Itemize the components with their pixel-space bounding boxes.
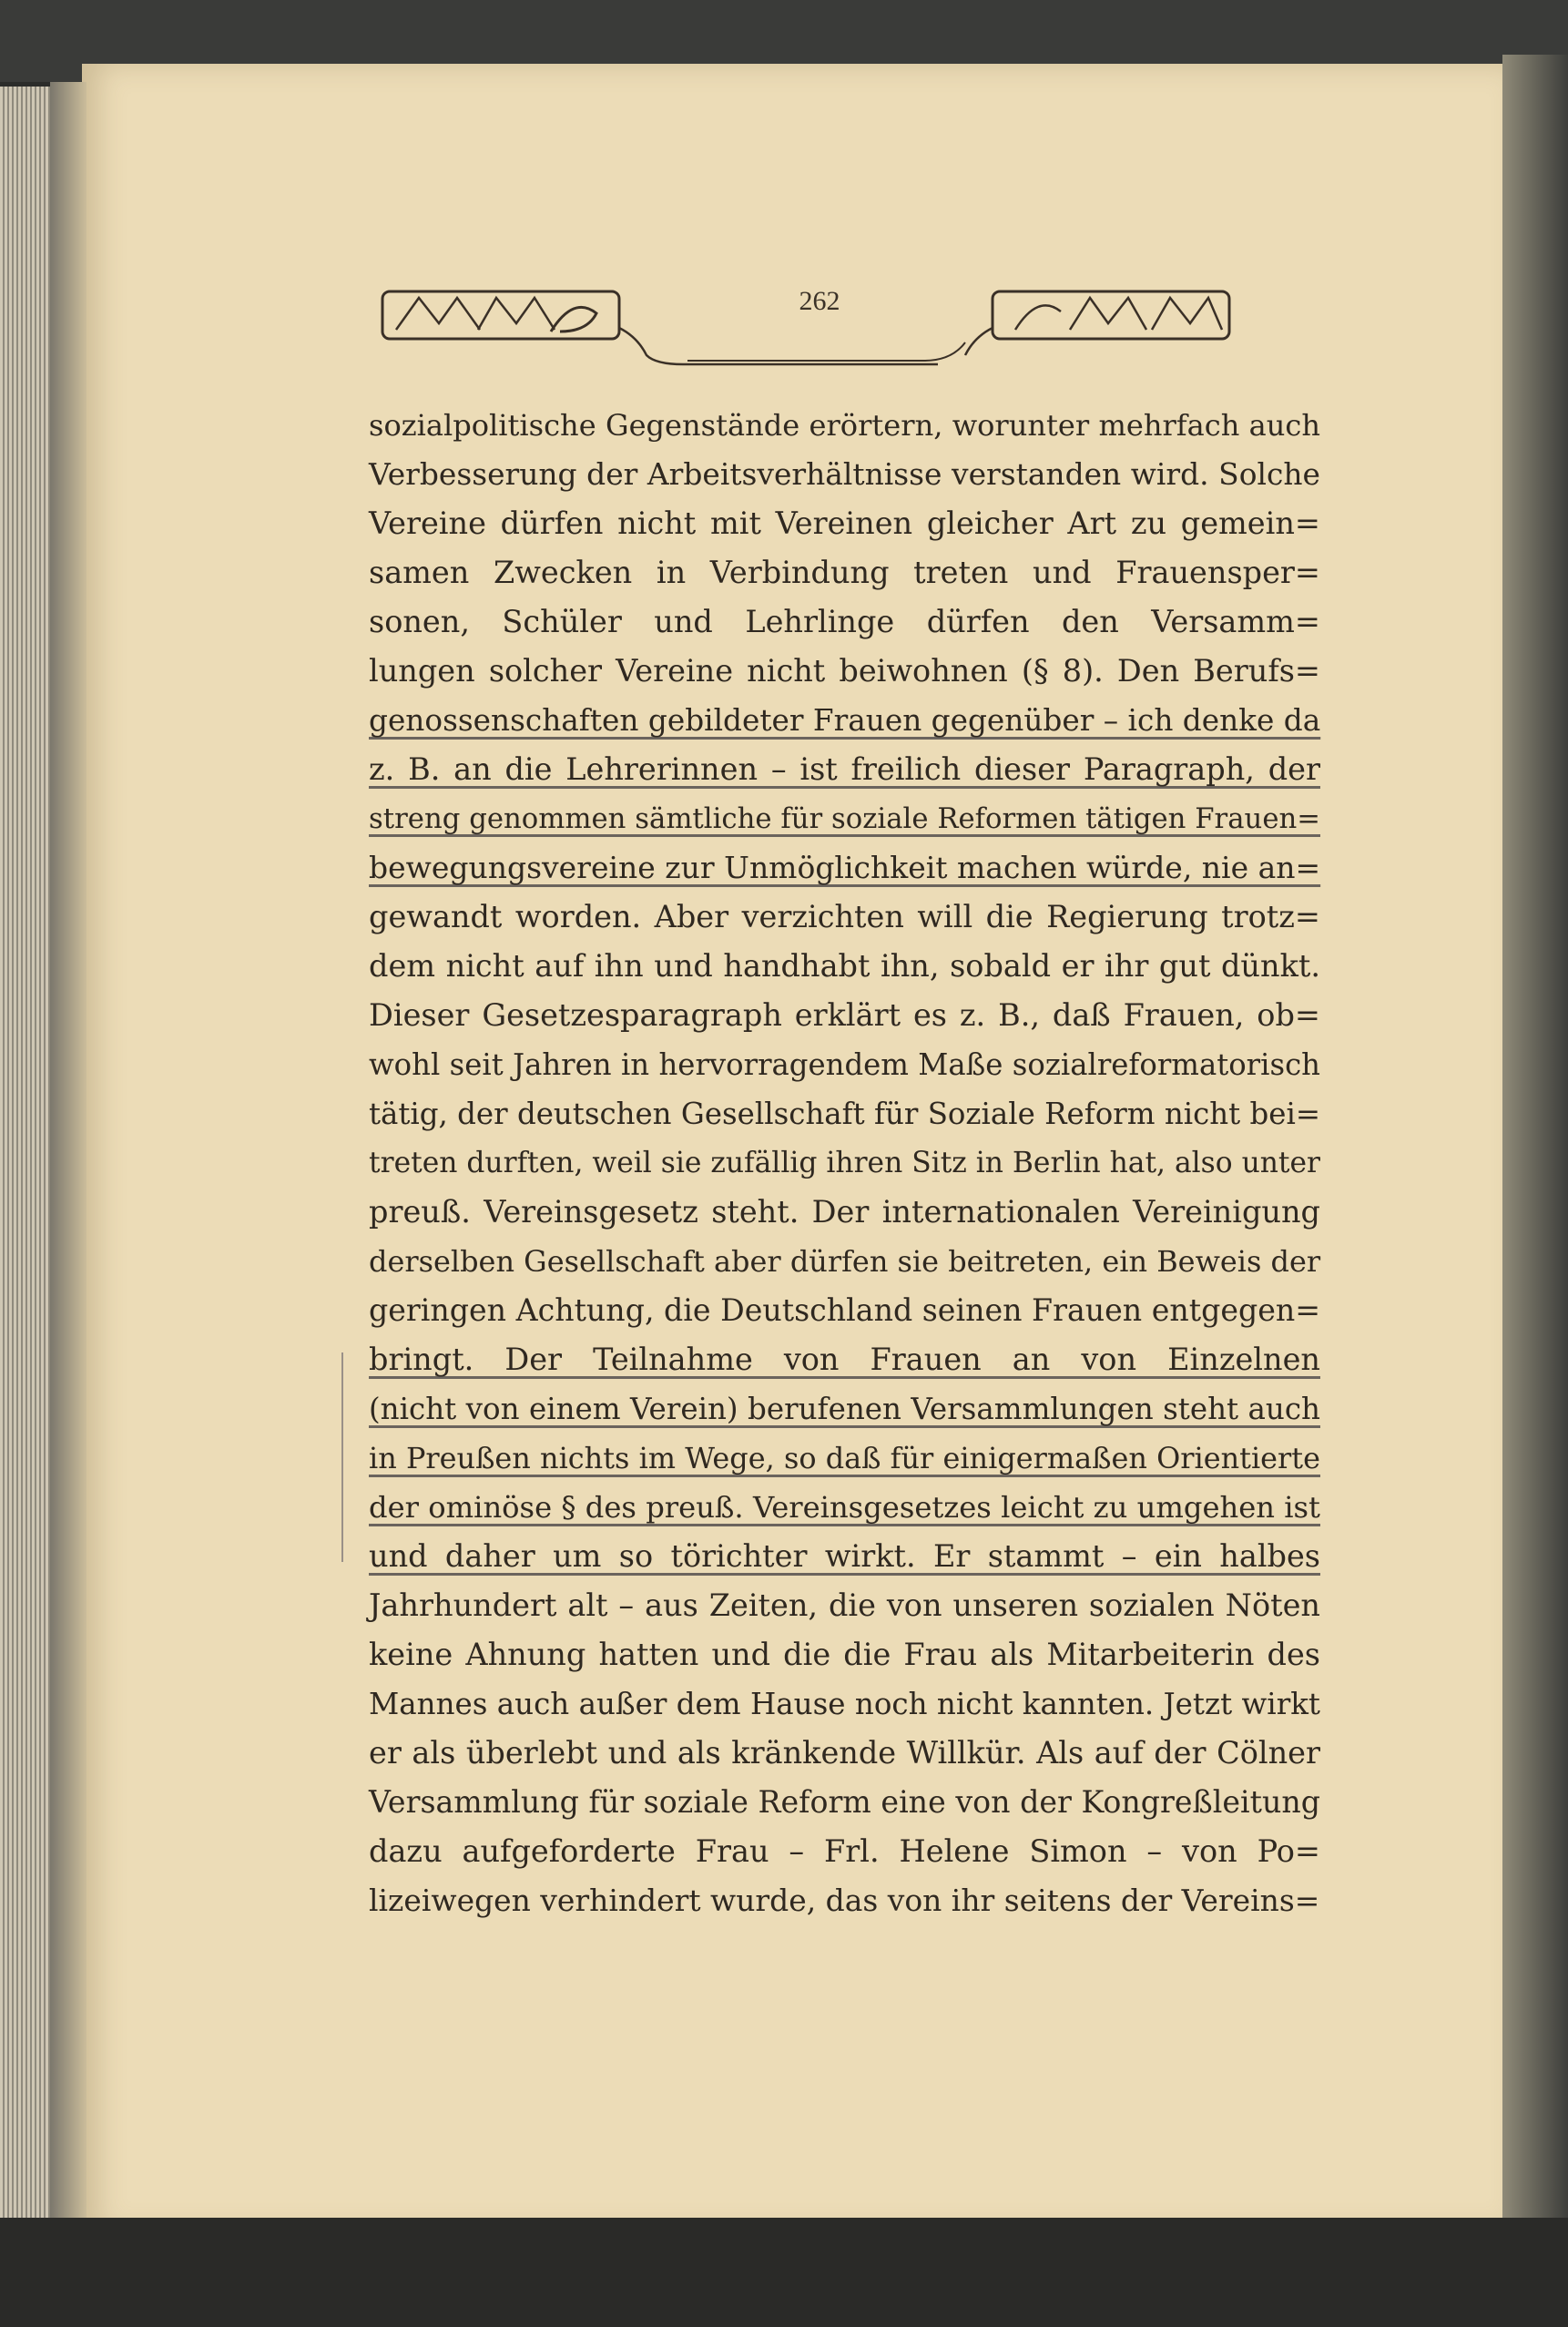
page-number: 262 — [799, 286, 840, 316]
text-line: Jahrhundert alt – aus Zeiten, die von unseren sozialen Nöten — [369, 1587, 1320, 1623]
text-line: gewandt worden. Aber verzichten will die Regierung trotz= — [369, 899, 1320, 934]
text-line: lungen solcher Vereine nicht beiwohnen (§ 8). Den Berufs= — [369, 653, 1320, 689]
book-cover-right — [1502, 55, 1568, 2240]
text-line: sozialpolitische Gegenstände erörtern, worunter mehrfach auch — [369, 408, 1320, 443]
text-line: Mannes auch außer dem Hause noch nicht kannten. Jetzt wirkt — [369, 1687, 1320, 1721]
page-gutter — [50, 82, 87, 2222]
text-line: preuß. Vereinsgesetz steht. Der internationalen Vereinigung — [369, 1194, 1320, 1230]
text-line: streng genommen sämtliche für soziale Reformen tätigen Frauen= — [369, 802, 1320, 835]
text-line: bringt. Der Teilnahme von Frauen an von Einzelnen — [369, 1342, 1320, 1377]
text-line: der ominöse § des preuß. Vereinsgesetzes leicht zu umgehen ist — [369, 1490, 1320, 1525]
text-line: sonen, Schüler und Lehrlinge dürfen den Versamm= — [369, 604, 1320, 639]
text-line: Versammlung für soziale Reform eine von der Kongreßleitung — [369, 1784, 1320, 1820]
text-line: Vereine dürfen nicht mit Vereinen gleicher Art zu gemein= — [369, 505, 1320, 541]
text-line: dazu aufgeforderte Frau – Frl. Helene Simon – von Po= — [369, 1833, 1320, 1869]
text-line: wohl seit Jahren in hervorragendem Maße sozialreformatorisch — [369, 1047, 1320, 1082]
text-line: geringen Achtung, die Deutschland seinen Frauen entgegen= — [369, 1292, 1321, 1328]
text-line: samen Zwecken in Verbindung treten und Frauensper= — [369, 555, 1320, 590]
text-line: bewegungsvereine zur Unmöglichkeit machen würde, nie an= — [369, 850, 1321, 885]
text-line: dem nicht auf ihn und handhabt ihn, sobald er ihr gut dünkt. — [369, 948, 1320, 984]
text-line: treten durften, weil sie zufällig ihren Sitz in Berlin hat, also unter — [369, 1147, 1321, 1179]
text-line: in Preußen nichts im Wege, so daß für einigermaßen Orientierte — [369, 1441, 1320, 1475]
text-line: derselben Gesellschaft aber dürfen sie beitreten, ein Beweis der — [369, 1244, 1321, 1279]
text-line: tätig, der deutschen Gesellschaft für Soziale Reform nicht bei= — [369, 1097, 1320, 1131]
text-line: und daher um so törichter wirkt. Er stammt – ein halbes — [369, 1538, 1320, 1574]
page-edges — [0, 87, 56, 2218]
book-cover-bottom — [0, 2218, 1568, 2327]
text-line: (nicht von einem Verein) berufenen Versammlungen steht auch — [369, 1392, 1320, 1426]
text-line: z. B. an die Lehrerinnen – ist freilich dieser Paragraph, der — [369, 751, 1320, 787]
text-line: Verbesserung der Arbeitsverhältnisse verstanden wird. Solche — [369, 456, 1320, 492]
body-text — [369, 401, 1320, 1925]
margin-mark — [341, 1352, 343, 1562]
text-line: er als überlebt und als kränkende Willkür. Als auf der Cölner — [369, 1735, 1320, 1771]
text-line: Dieser Gesetzesparagraph erklärt es z. B., daß Frauen, ob= — [369, 997, 1320, 1033]
text-line: keine Ahnung hatten und die die Frau als Mitarbeiterin des — [369, 1637, 1320, 1672]
text-line: lizeiwegen verhindert wurde, das von ihr seitens der Vereins= — [369, 1883, 1320, 1918]
text-line: genossenschaften gebildeter Frauen gegenüber – ich denke da — [369, 703, 1321, 738]
